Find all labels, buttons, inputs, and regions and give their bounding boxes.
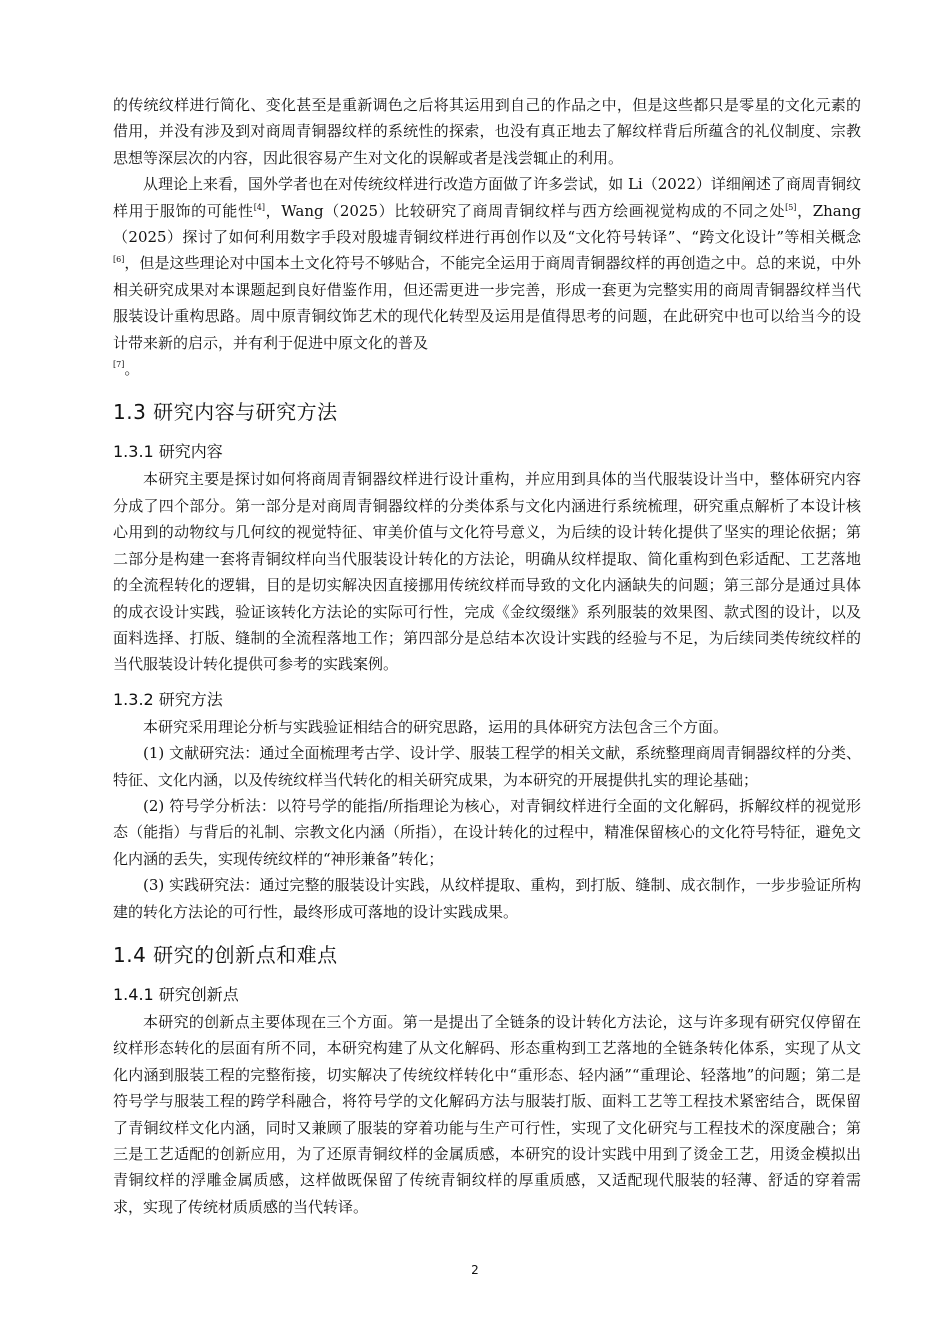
page-number: 2 xyxy=(471,1263,479,1277)
paragraph-text: ，Zhang（2025）探讨了如何利用数字手段对殷墟青铜纹样进行再创作以及“文化符号转译”、“跨文化设计”等相关概念 xyxy=(113,201,861,247)
page-body xyxy=(113,92,861,1220)
subsection-heading-1-3-2: 1.3.2 研究方法 xyxy=(113,689,223,709)
paragraph-text: ，Wang（2025）比较研究了商周青铜纹样与西方绘画视觉构成的不同之处 xyxy=(265,201,786,220)
paragraph-intro-continued: 的传统纹样进行简化、变化甚至是重新调色之后将其运用到自己的作品之中，但是这些都只是零星的文化元素的借用，并没有涉及到对商周青铜器纹样的系统性的探索，也没有真正地去了解纹样背后所蕴含的礼仪制度、宗教思想等深层次的内容，因此很容易产生对文化的误解或者是浅尝辄止的利用。 xyxy=(113,96,861,167)
section-heading-1-4: 1.4 研究的创新点和难点 xyxy=(113,942,338,967)
paragraph-text: 从理论上来看，国外学者也在对传统纹样进行改造方面做了许多尝试，如 Li（2022）详细阐述了商周青铜纹样用于服饰的可能性 xyxy=(113,175,861,220)
subsection-heading-1-4-1: 1.4.1 研究创新点 xyxy=(113,984,239,1004)
method-literature-review: (1) 文献研究法：通过全面梳理考古学、设计学、服装工程学的相关文献，系统整理商周青铜器纹样的分类、特征、文化内涵，以及传统纹样当代转化的相关研究成果，为本研究的开展提供扎实的理论基础； xyxy=(113,744,861,789)
section-heading-1-3: 1.3 研究内容与研究方法 xyxy=(113,400,338,425)
subsection-heading-1-3-1: 1.3.1 研究内容 xyxy=(113,442,223,462)
citation-ref[interactable]: [7] xyxy=(113,360,125,370)
paragraph-end xyxy=(113,360,139,378)
method-practice-research: (3) 实践研究法：通过完整的服装设计实践，从纹样提取、重构，到打版、缝制、成衣制作，一步步验证所构建的转化方法论的可行性，最终形成可落地的设计实践成果。 xyxy=(113,876,861,921)
period: 。 xyxy=(124,360,140,379)
paragraph-research-content: 本研究主要是探讨如何将商周青铜器纹样进行设计重构，并应用到具体的当代服装设计当中，整体研究内容分成了四个部分。第一部分是对商周青铜器纹样的分类体系与文化内涵进行系统梳理，研究重点解析了本设计核心用到的动物纹与几何纹的视觉特征、审美价值与文化符号意义，为后续的设计转化提供了坚实的理论依据；第二部分是构建一套将青铜纹样向当代服装设计转化的方法论，明确从纹样提取、简化重构到色彩适配、工艺落地的全流程转化的逻辑，目的是切实解决因直接挪用传统纹样而导致的文化内涵缺失的问题；第三部分是通过具体的成衣设计实践，验证该转化方法论的实际可行性，完成《金纹缀继》系列服装的效果图、款式图的设计，以及面料选择、打版、缝制的全流程落地工作；第四部分是总结本次设计实践的经验与不足，为后续同类传统纹样的当代服装设计转化提供可参考的实践案例。 xyxy=(113,470,861,674)
paragraph-text: ，但是这些理论对中国本土文化符号不够贴合，不能完全运用于商周青铜器纹样的再创造之中。总的来说，中外相关研究成果对本课题起到良好借鉴作用，但还需更进一步完善，形成一套更为完整实用的商周青铜器纹样当代服装设计重构思路。周中原青铜纹饰艺术的现代化转型及运用是值得思考的问题，在此研究中也可以给当今的设计带来新的启示，并有利于促进中原文化的普及 xyxy=(113,254,861,352)
paragraph-foreign-research xyxy=(113,171,861,382)
paragraph-methods-intro: 本研究采用理论分析与实践验证相结合的研究思路，运用的具体研究方法包含三个方面。 xyxy=(143,717,729,736)
paragraph-innovations: 本研究的创新点主要体现在三个方面。第一是提出了全链条的设计转化方法论，这与许多现有研究仅停留在纹样形态转化的层面有所不同，本研究构建了从文化解码、形态重构到工艺落地的全链条转化体系，实现了从文化内涵到服装工程的完整衔接，切实解决了传统纹样转化中“重形态、轻内涵”“重理论、轻落地”的问题；第二是符号学与服装工程的跨学科融合，将符号学的文化解码方法与服装打版、面料工艺等工程技术紧密结合，既保留了青铜纹样文化内涵，同时又兼顾了服装的穿着功能与生产可行性，实现了文化研究与工程技术的深度融合；第三是工艺适配的创新应用，为了还原青铜纹样的金属质感，本研究的设计实践中用到了烫金工艺，用烫金模拟出青铜纹样的浮雕金属质感，这样做既保留了传统青铜纹样的厚重质感，又适配现代服装的轻薄、舒适的穿着需求，实现了传统材质质感的当代转译。 xyxy=(113,1012,861,1216)
citation-ref[interactable]: [6] xyxy=(113,255,125,265)
citation-ref[interactable]: [4] xyxy=(253,202,266,212)
citation-ref[interactable]: [5] xyxy=(785,202,797,212)
method-semiotic-analysis: (2) 符号学分析法：以符号学的能指/所指理论为核心，对青铜纹样进行全面的文化解码，拆解纹样的视觉形态（能指）与背后的礼制、宗教文化内涵（所指），在设计转化的过程中，精准保留核心的文化符号特征，避免文化内涵的丢失，实现传统纹样的“神形兼备”转化； xyxy=(113,796,861,868)
